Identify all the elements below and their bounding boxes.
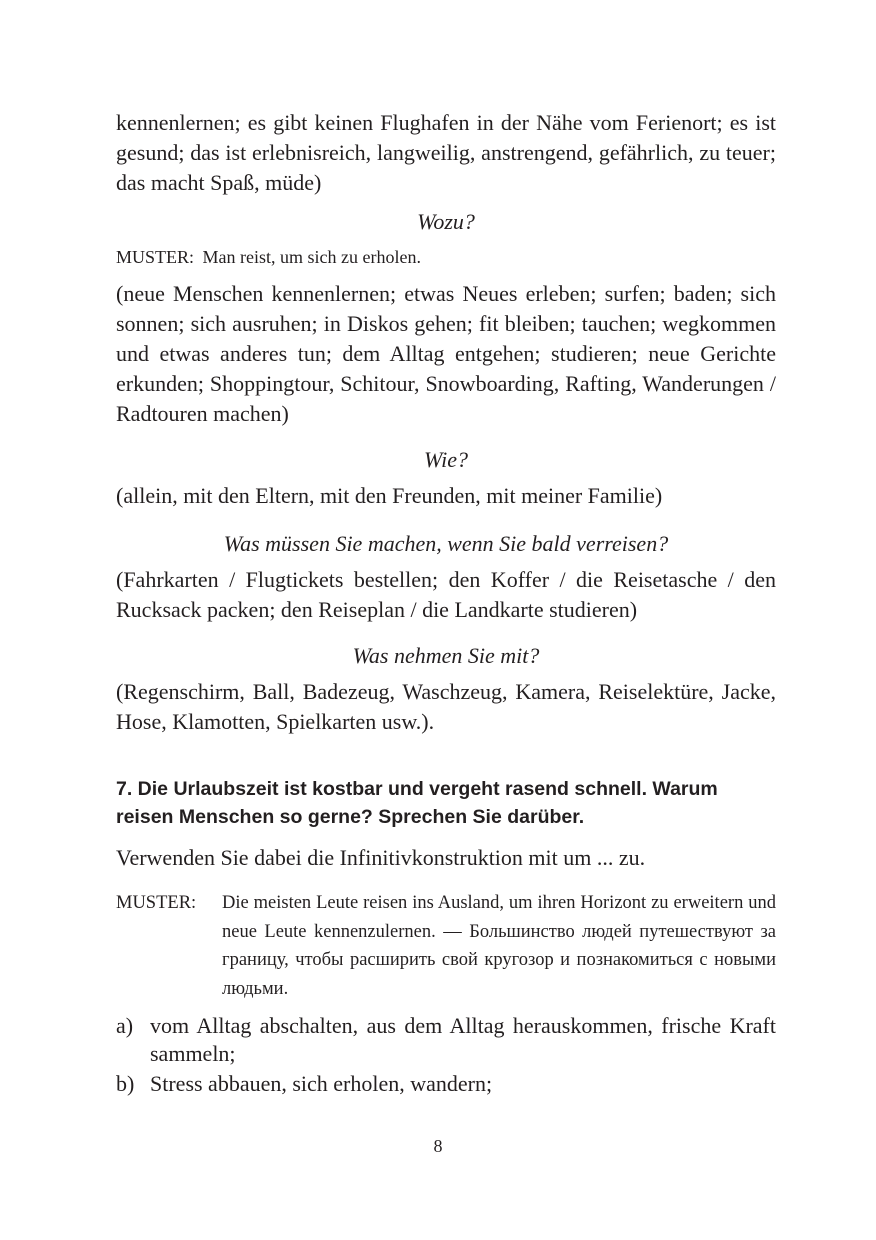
intro-paragraph: kennenlernen; es gibt keinen Flughafen in der Nähe vom Ferienort; es ist gesund; das ist erlebnisreich, langweilig, anstrengend, gefährlich, zu teuer; das macht Spaß, müde) — [116, 110, 776, 195]
page-content — [116, 108, 776, 1098]
muster-task-7 — [116, 889, 776, 1003]
task-7-instruction: Verwenden Sie dabei die Infinitivkonstruktion mit um ... zu. — [116, 845, 646, 870]
muster-text: Die meisten Leute reisen ins Ausland, um ihren Horizont zu erweitern und neue Leute kennenzulernen. — Большинство людей путешествуют за границу, чтобы расширить свой кругозор и познакомиться с новыми людьми. — [222, 893, 776, 999]
options-wozu: (neue Menschen kennenlernen; etwas Neues erleben; surfen; baden; sich sonnen; sich ausruhen; in Diskos gehen; fit bleiben; tauchen; wegkommen und etwas anderes tun; dem Alltag entgehen; studieren; neue Gerichte erkunden; Shoppingtour, Schitour, Snowboarding, Rafting, Wanderungen / Radtouren machen) — [116, 281, 776, 426]
heading-wozu: Wozu? — [417, 209, 475, 234]
heading-mitnehmen: Was nehmen Sie mit? — [352, 643, 540, 668]
page-number: 8 — [433, 1136, 443, 1156]
muster-label: MUSTER: — [116, 247, 195, 267]
list-marker: b) — [116, 1071, 135, 1096]
list-item-text: vom Alltag abschalten, aus dem Alltag herauskommen, frische Kraft sammeln; — [150, 1013, 776, 1066]
muster-wozu — [116, 243, 776, 271]
options-mitnehmen: (Regenschirm, Ball, Badezeug, Waschzeug, Kamera, Reiselektüre, Jacke, Hose, Klamotten, Spielkarten usw.). — [116, 679, 776, 734]
list-marker: a) — [116, 1013, 134, 1038]
muster-text: Man reist, um sich zu erholen. — [202, 247, 421, 267]
options-machen: (Fahrkarten / Flugtickets bestellen; den Koffer / die Reisetasche / den Rucksack packen; den Reiseplan / die Landkarte studieren) — [116, 567, 776, 622]
options-wie: (allein, mit den Eltern, mit den Freunden, mit meiner Familie) — [116, 483, 663, 508]
heading-wie: Wie? — [424, 447, 468, 472]
heading-machen: Was müssen Sie machen, wenn Sie bald verreisen? — [223, 531, 669, 556]
muster-label: MUSTER: — [116, 893, 197, 913]
task-7-title: 7. Die Urlaubszeit ist kostbar und vergeht rasend schnell. Warum reisen Menschen so gerne? Sprechen Sie darüber. — [116, 778, 718, 828]
list-item-text: Stress abbauen, sich erholen, wandern; — [150, 1071, 493, 1096]
list-item-a — [116, 1012, 776, 1068]
list-item-b — [116, 1070, 776, 1098]
